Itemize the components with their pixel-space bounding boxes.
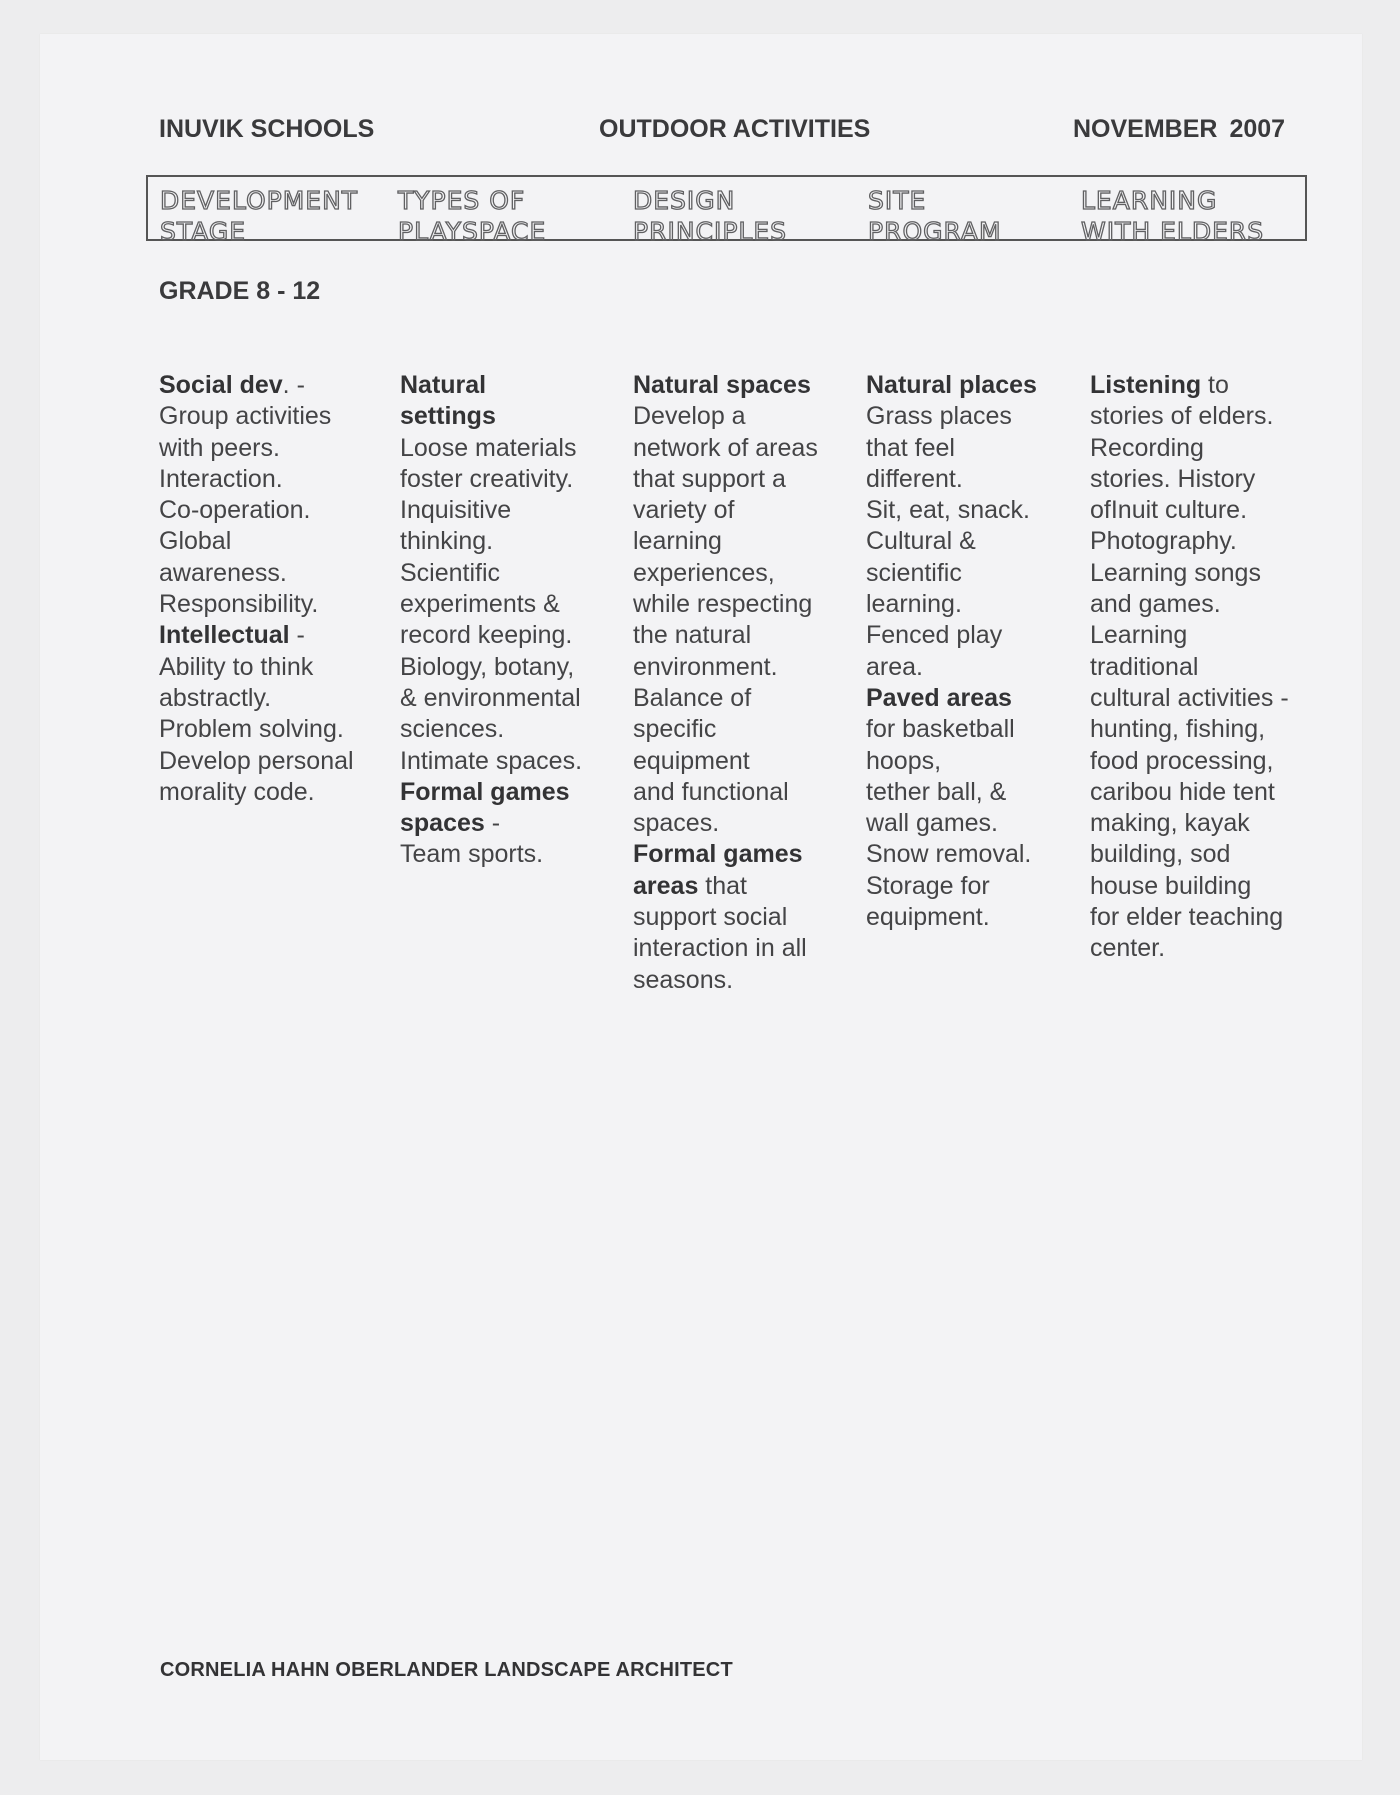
column-text-line bbox=[1090, 839, 1289, 870]
text-segment: morality code. bbox=[159, 777, 315, 806]
column-text-line bbox=[633, 965, 818, 996]
bold-text-segment: Natural spaces bbox=[633, 371, 811, 399]
column-text-line bbox=[866, 714, 1037, 745]
text-segment: food processing, bbox=[1090, 746, 1274, 775]
text-segment: equipment bbox=[633, 746, 750, 775]
text-segment: sciences. bbox=[400, 715, 505, 744]
text-segment: Ability to think bbox=[159, 652, 314, 681]
column-text-line bbox=[633, 620, 818, 651]
text-segment: & environmental bbox=[400, 683, 581, 712]
column-text-line bbox=[633, 683, 818, 714]
text-segment: network of areas bbox=[633, 433, 818, 462]
text-segment: Snow removal. bbox=[866, 840, 1032, 869]
column-text-line bbox=[400, 464, 582, 495]
text-segment: stories of elders. bbox=[1090, 402, 1274, 431]
text-segment: learning bbox=[633, 527, 722, 556]
column-text-line bbox=[633, 401, 818, 432]
text-segment: for basketball bbox=[866, 715, 1015, 744]
column-text-line bbox=[866, 683, 1037, 714]
text-segment: Problem solving. bbox=[159, 715, 344, 744]
text-segment: - bbox=[484, 809, 501, 838]
text-segment: Storage for bbox=[866, 871, 990, 900]
column-text-line bbox=[159, 433, 354, 464]
text-segment: experiments & bbox=[400, 590, 560, 619]
text-segment: traditional bbox=[1090, 652, 1199, 681]
text-segment: Cultural & bbox=[866, 527, 976, 556]
text-segment: thinking. bbox=[400, 527, 494, 556]
text-segment: the natural bbox=[633, 621, 752, 650]
column-text-line bbox=[400, 652, 582, 683]
column-text-line bbox=[1090, 464, 1289, 495]
column-development-stage bbox=[159, 370, 354, 808]
text-segment: with peers. bbox=[159, 433, 280, 462]
column-site-program bbox=[866, 370, 1037, 933]
bold-text-segment: Formal games bbox=[633, 840, 803, 869]
text-segment: Fenced play bbox=[866, 621, 1003, 650]
header-title: OUTDOOR ACTIVITIES bbox=[599, 115, 871, 143]
text-segment: hoops, bbox=[866, 746, 942, 775]
column-text-line bbox=[1090, 777, 1289, 808]
column-text-line bbox=[400, 714, 582, 745]
text-segment: to bbox=[1201, 371, 1229, 399]
text-segment: tether ball, & bbox=[866, 777, 1007, 806]
text-segment: Photography. bbox=[1090, 527, 1237, 556]
bold-text-segment: Natural bbox=[400, 371, 487, 399]
column-text-line bbox=[633, 464, 818, 495]
column-text-line bbox=[159, 464, 354, 495]
column-text-line bbox=[159, 495, 354, 526]
text-segment: Co-operation. bbox=[159, 496, 311, 525]
bold-text-segment: areas bbox=[633, 871, 699, 900]
column-text-line bbox=[400, 495, 582, 526]
column-text-line bbox=[866, 652, 1037, 683]
bold-text-segment: Listening bbox=[1090, 371, 1202, 399]
column-text-line bbox=[633, 839, 818, 870]
column-text-line bbox=[866, 777, 1037, 808]
text-segment: Intimate spaces. bbox=[400, 746, 583, 775]
column-text-line bbox=[1090, 902, 1289, 933]
text-segment: center. bbox=[1090, 934, 1166, 963]
text-segment: Sit, eat, snack. bbox=[866, 496, 1030, 525]
column-text-line bbox=[1090, 401, 1289, 432]
column-text-line bbox=[1090, 683, 1289, 714]
column-text-line bbox=[866, 589, 1037, 620]
text-segment: for elder teaching bbox=[1090, 903, 1284, 932]
text-segment: support social bbox=[633, 903, 788, 932]
column-text-line bbox=[633, 558, 818, 589]
column-text-line bbox=[866, 526, 1037, 557]
text-segment: abstractly. bbox=[159, 683, 272, 712]
text-segment: record keeping. bbox=[400, 621, 573, 650]
column-text-line bbox=[633, 589, 818, 620]
text-segment: caribou hide tent bbox=[1090, 777, 1275, 806]
column-text-line bbox=[159, 777, 354, 808]
column-text-line bbox=[400, 433, 582, 464]
column-text-line bbox=[159, 401, 354, 432]
column-text-line bbox=[1090, 652, 1289, 683]
text-segment: Recording bbox=[1090, 433, 1204, 462]
column-text-line bbox=[400, 526, 582, 557]
footer-firm-name: CORNELIA HAHN OBERLANDER LANDSCAPE ARCHITECT bbox=[160, 1659, 733, 1681]
category-learning-with-elders: LEARNING WITH ELDERS bbox=[1081, 186, 1265, 246]
column-text-line bbox=[866, 620, 1037, 651]
column-text-line bbox=[1090, 871, 1289, 902]
column-text-line bbox=[159, 714, 354, 745]
column-text-line bbox=[400, 401, 582, 432]
text-segment: Inquisitive bbox=[400, 496, 512, 525]
bold-text-segment: Natural places bbox=[866, 371, 1037, 399]
column-text-line bbox=[866, 746, 1037, 777]
bold-text-segment: spaces bbox=[400, 809, 485, 838]
column-text-line bbox=[1090, 620, 1289, 651]
column-text-line bbox=[159, 558, 354, 589]
text-segment: specific bbox=[633, 715, 717, 744]
column-text-line bbox=[866, 495, 1037, 526]
column-text-line bbox=[866, 370, 1037, 401]
column-text-line bbox=[1090, 933, 1289, 964]
text-segment: Loose materials bbox=[400, 433, 577, 462]
text-segment: Develop personal bbox=[159, 746, 354, 775]
text-segment: wall games. bbox=[866, 809, 998, 838]
category-header-box bbox=[146, 175, 1307, 246]
column-text-line bbox=[159, 370, 354, 401]
column-design-principles bbox=[633, 370, 818, 996]
text-segment: - bbox=[289, 621, 305, 650]
header-year: 2007 bbox=[1229, 115, 1286, 143]
column-text-line bbox=[1090, 433, 1289, 464]
column-text-line bbox=[159, 683, 354, 714]
category-design-principles: DESIGN PRINCIPLES bbox=[633, 186, 788, 246]
column-text-line bbox=[633, 652, 818, 683]
bold-text-segment: Intellectual bbox=[159, 621, 290, 650]
column-text-line bbox=[1090, 714, 1289, 745]
text-segment: stories. History bbox=[1090, 464, 1256, 493]
column-text-line bbox=[633, 714, 818, 745]
column-text-line bbox=[866, 401, 1037, 432]
text-segment: experiences, bbox=[633, 558, 775, 587]
text-segment: Team sports. bbox=[400, 840, 544, 869]
column-text-line bbox=[866, 464, 1037, 495]
text-segment: and games. bbox=[1090, 590, 1221, 619]
text-segment: . - bbox=[282, 371, 305, 399]
text-segment: that support a bbox=[633, 464, 786, 493]
column-text-line bbox=[633, 495, 818, 526]
column-text-line bbox=[633, 433, 818, 464]
text-segment: house building bbox=[1090, 871, 1252, 900]
text-segment: environment. bbox=[633, 652, 778, 681]
column-text-line bbox=[633, 777, 818, 808]
column-text-line bbox=[1090, 589, 1289, 620]
category-types-of-playspace: TYPES OF PLAYSPACE bbox=[398, 186, 547, 246]
column-text-line bbox=[633, 933, 818, 964]
column-text-line bbox=[400, 683, 582, 714]
column-text-line bbox=[1090, 370, 1289, 401]
column-text-line bbox=[400, 746, 582, 777]
header-date bbox=[1073, 115, 1285, 144]
column-text-line bbox=[159, 620, 354, 651]
column-text-line bbox=[633, 902, 818, 933]
text-segment: equipment. bbox=[866, 903, 990, 932]
column-text-line bbox=[633, 526, 818, 557]
text-segment: building, sod bbox=[1090, 840, 1231, 869]
text-segment: foster creativity. bbox=[400, 464, 574, 493]
text-segment: Global bbox=[159, 527, 232, 556]
column-text-line bbox=[400, 370, 582, 401]
column-text-line bbox=[400, 777, 582, 808]
text-segment: awareness. bbox=[159, 558, 287, 587]
text-segment: spaces. bbox=[633, 809, 720, 838]
text-segment: interaction in all bbox=[633, 934, 807, 963]
text-segment: ofInuit culture. bbox=[1090, 496, 1248, 525]
column-text-line bbox=[1090, 746, 1289, 777]
text-segment: area. bbox=[866, 652, 923, 681]
column-text-line bbox=[633, 746, 818, 777]
text-segment: different. bbox=[866, 464, 963, 493]
column-text-line bbox=[400, 558, 582, 589]
column-text-line bbox=[159, 746, 354, 777]
bold-text-segment: Formal games bbox=[400, 777, 570, 806]
header-month: NOVEMBER bbox=[1073, 115, 1218, 143]
column-text-line bbox=[400, 589, 582, 620]
text-segment: hunting, fishing, bbox=[1090, 715, 1266, 744]
column-text-line bbox=[866, 808, 1037, 839]
text-segment: Grass places bbox=[866, 402, 1012, 431]
column-text-line bbox=[866, 433, 1037, 464]
column-text-line bbox=[1090, 526, 1289, 557]
column-text-line bbox=[1090, 495, 1289, 526]
text-segment: Biology, botany, bbox=[400, 652, 575, 681]
column-text-line bbox=[866, 839, 1037, 870]
text-segment: and functional bbox=[633, 777, 789, 806]
bold-text-segment: Paved areas bbox=[866, 683, 1012, 712]
column-text-line bbox=[866, 558, 1037, 589]
column-text-line bbox=[1090, 808, 1289, 839]
text-segment: that feel bbox=[866, 433, 955, 462]
header-school: INUVIK SCHOOLS bbox=[159, 115, 375, 143]
text-segment: Learning songs bbox=[1090, 558, 1261, 587]
text-segment: learning. bbox=[866, 590, 962, 619]
column-text-line bbox=[633, 808, 818, 839]
text-segment: cultural activities - bbox=[1090, 683, 1289, 712]
column-text-line bbox=[866, 871, 1037, 902]
column-text-line bbox=[866, 902, 1037, 933]
text-segment: while respecting bbox=[633, 590, 813, 619]
text-segment: making, kayak bbox=[1090, 809, 1250, 838]
bold-text-segment: settings bbox=[400, 402, 496, 431]
category-site-program: SITE PROGRAM bbox=[868, 186, 1002, 246]
grade-heading: GRADE 8 - 12 bbox=[159, 277, 321, 305]
column-text-line bbox=[1090, 558, 1289, 589]
text-segment: Responsibility. bbox=[159, 590, 319, 619]
column-text-line bbox=[159, 589, 354, 620]
text-segment: Group activities bbox=[159, 402, 332, 431]
column-text-line bbox=[400, 839, 582, 870]
text-segment: Develop a bbox=[633, 402, 746, 431]
text-segment: scientific bbox=[866, 558, 962, 587]
column-text-line bbox=[159, 652, 354, 683]
column-types-of-playspace bbox=[400, 370, 582, 871]
column-learning-with-elders bbox=[1090, 370, 1289, 965]
text-segment: Learning bbox=[1090, 621, 1188, 650]
column-text-line bbox=[633, 871, 818, 902]
text-segment: that bbox=[698, 871, 748, 900]
text-segment: Scientific bbox=[400, 558, 501, 587]
column-text-line bbox=[400, 808, 582, 839]
bold-text-segment: Social dev bbox=[159, 371, 283, 399]
column-text-line bbox=[400, 620, 582, 651]
text-segment: variety of bbox=[633, 496, 735, 525]
text-segment: Interaction. bbox=[159, 464, 283, 493]
category-development-stage: DEVELOPMENT STAGE bbox=[160, 186, 359, 246]
text-segment: Balance of bbox=[633, 683, 752, 712]
column-text-line bbox=[633, 370, 818, 401]
column-text-line bbox=[159, 526, 354, 557]
text-segment: seasons. bbox=[633, 965, 734, 994]
